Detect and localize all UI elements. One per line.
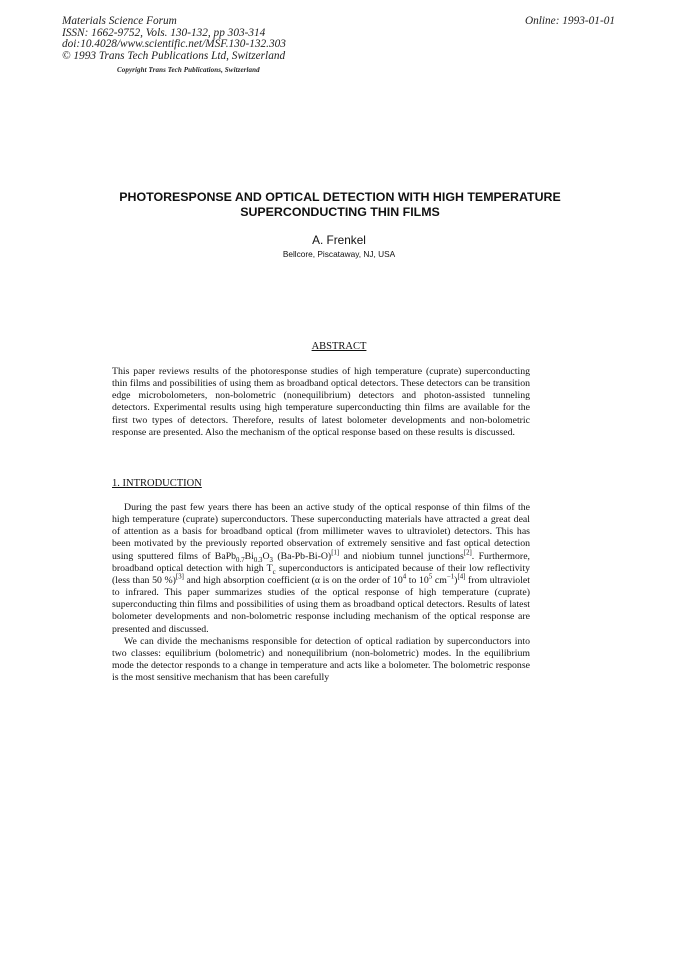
paper-title: PHOTORESPONSE AND OPTICAL DETECTION WITH HIGH TEMPERATURE SUPERCONDUCTING THIN FILMS xyxy=(119,190,561,219)
introduction-paragraph-1: During the past few years there has been an active study of the optical response of thin films of the high temperature (cuprate) superconductors. These superconducting materials have attracted a great deal of attention as a basis for broadband optical (from millimeter waves to ultraviolet) detectors. This has been motivated by the previously reported observation of extremely sensitive and fast optical detection using sputtered films of $BaPb_{0.7}Bi_{0.3}O_3$ (Ba-Pb-Bi-O)[1] and niobium tunnel junctions[2]. Furthermore, broadband optical detection with high $T_c$ superconductors is anticipated because of their low reflectivity (less than 50 %)[3] and high absorption coefficient (α is on the order of $10^4$ to $10^5$ $cm^{-1})[4]$ from ultraviolet to infrared. This paper summarizes studies of the optical response of high temperature (cuprate) superconducting thin films and possibilities of using them as broadband optical detectors. Results of latest bolometer developments and non-bolometric response including mechanism of the optical response are presented and discussed. xyxy=(112,502,530,635)
section-heading-introduction: 1. INTRODUCTION xyxy=(112,478,202,489)
citation-ref: [2] xyxy=(463,549,472,557)
introduction-body xyxy=(112,502,530,684)
paper-author: A. Frenkel xyxy=(312,233,366,247)
doi-line: doi:10.4028/www.scientific.net/MSF.130-132.303 xyxy=(62,38,286,51)
journal-header xyxy=(62,16,286,62)
citation-ref: [3] xyxy=(175,573,184,581)
citation-ref: [1] xyxy=(331,549,340,557)
copyright-line: © 1993 Trans Tech Publications Ltd, Switzerland xyxy=(62,49,286,62)
copyright-stamp: Copyright Trans Tech Publications, Switzerland xyxy=(117,66,260,74)
abstract-heading: ABSTRACT xyxy=(311,341,367,352)
journal-name: Materials Science Forum xyxy=(62,15,177,27)
issn-line: ISSN: 1662-9752, Vols. 130-132, pp 303-314 xyxy=(62,26,266,39)
introduction-paragraph-2: We can divide the mechanisms responsible for detection of optical radiation by superconductors into two classes: equilibrium (bolometric) and nonequilibrium (non-bolometric) modes. In the equilibrium mode the detector responds to a change in temperature and acts like a bolometer. The bolometric response is the most sensitive mechanism that has been carefully xyxy=(112,635,530,684)
abstract-body xyxy=(112,366,530,439)
abstract-text: This paper reviews results of the photoresponse studies of high temperature (cuprate) superconducting thin films and possibilities of using them as broadband optical detectors. These detectors can be transition edge microbolometers, non-bolometric (nonequilibrium) detectors and photon-assisted tunneling detectors. Experimental results using high temperature superconducting thin films are available for the first two types of detectors. Therefore, results of latest bolometer developments and non-bolometric response are presented. Also the mechanism of the optical response based on these results is discussed. xyxy=(112,366,530,438)
citation-ref: [4] xyxy=(457,573,466,581)
online-date: Online: 1993-01-01 xyxy=(524,15,615,27)
author-affiliation: Bellcore, Piscataway, NJ, USA xyxy=(282,249,396,259)
